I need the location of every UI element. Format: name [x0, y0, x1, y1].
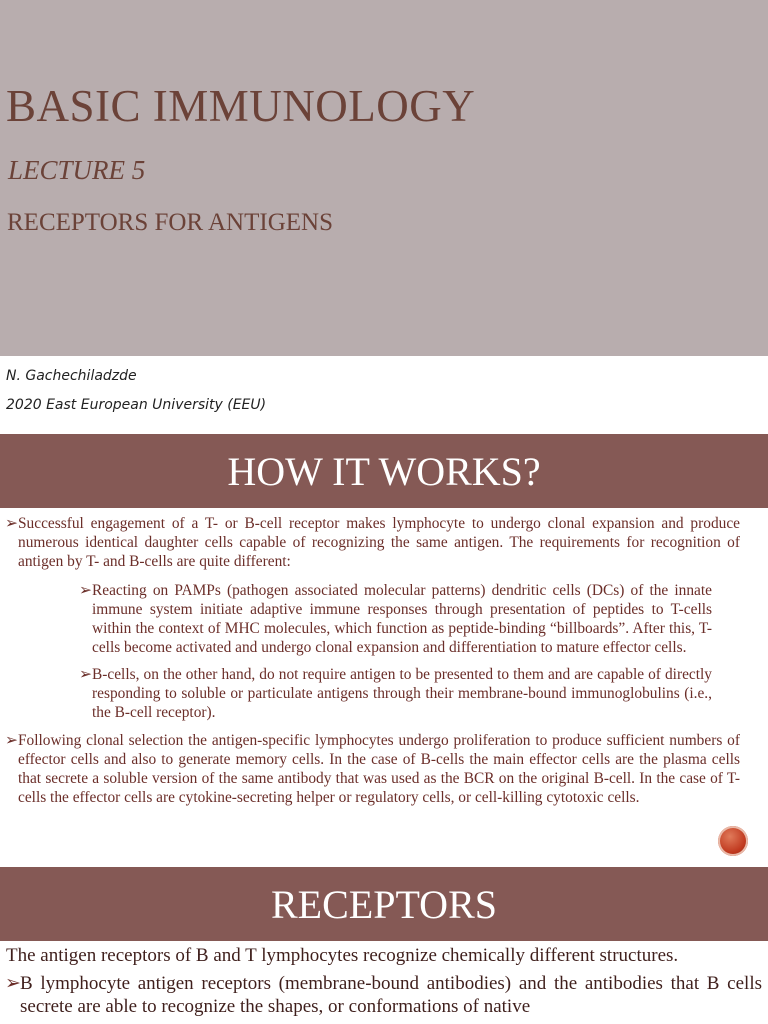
sub-bullet-text: Reacting on PAMPs (pathogen associated molecular patterns) dendritic cells (DCs) of the innate immune system initiate adaptive immune responses through presentation of peptides to T-cells within the context of MHC molecules, which function as peptide-binding “billboards”. After this, T-cells become activated and undergo clonal expansion and differentiation to mature effector cells. [92, 582, 712, 656]
section-heading: HOW IT WORKS? [227, 448, 541, 494]
section-heading: RECEPTORS [271, 881, 497, 927]
bullet-text: Successful engagement of a T- or B-cell receptor makes lymphocyte to undergo clonal expansion and produce numerous identical daughter cells capable of recognizing the same antigen. The requirements for recognition of antigen by T- and B-cells are quite different: [18, 515, 740, 570]
author-block [0, 356, 768, 434]
intro-text: The antigen receptors of B and T lymphocytes recognize chemically different structures. [6, 945, 679, 966]
sub-bullet-item [18, 665, 740, 722]
institution-label: 2020 East European University (EEU) [6, 397, 267, 413]
bullet-item [0, 514, 768, 722]
sub-bullet-text: B-cells, on the other hand, do not require antigen to be presented to them and are capable of directly responding to soluble or particulate antigens through their membrane-bound immunoglobulins (i.e., the B-cell receptor). [92, 666, 712, 721]
how-it-works-body [0, 514, 768, 807]
lecture-label: LECTURE 5 [8, 155, 146, 185]
sub-bullet-item [18, 581, 740, 657]
bullet-item [0, 972, 768, 1018]
slide-subtitle: RECEPTORS FOR ANTIGENS [7, 209, 333, 236]
bullet-arrow-icon: ➢ [5, 732, 18, 749]
title-slide [0, 0, 768, 356]
author-name: N. Gachechiladzde [6, 368, 137, 384]
receptors-header [0, 867, 768, 941]
receptors-body [0, 944, 768, 1018]
bullet-arrow-icon: ➢ [79, 582, 92, 599]
bullet-arrow-icon: ➢ [5, 973, 21, 994]
how-it-works-header [0, 434, 768, 508]
bullet-arrow-icon: ➢ [79, 666, 92, 683]
bullet-arrow-icon: ➢ [5, 515, 18, 532]
action-button-icon[interactable] [718, 826, 748, 856]
bullet-text: Following clonal selection the antigen-specific lymphocytes undergo proliferation to produce sufficient numbers of effector cells and also to generate memory cells. In the case of B-cells the main effector cells are the plasma cells that secrete a soluble version of the same antibody that was used as the BCR on the original B-cell. In the case of T-cells the effector cells are cytokine-secreting helper or regulatory cells, or cell-killing cytotoxic cells. [18, 732, 740, 806]
slide-title: BASIC IMMUNOLOGY [6, 81, 476, 131]
bullet-item [0, 731, 768, 807]
sub-bullet-list [18, 581, 740, 722]
bullet-text: B lymphocyte antigen receptors (membrane-bound antibodies) and the antibodies that B cells secrete are able to recognize the shapes, or conformations of native [20, 973, 762, 1017]
